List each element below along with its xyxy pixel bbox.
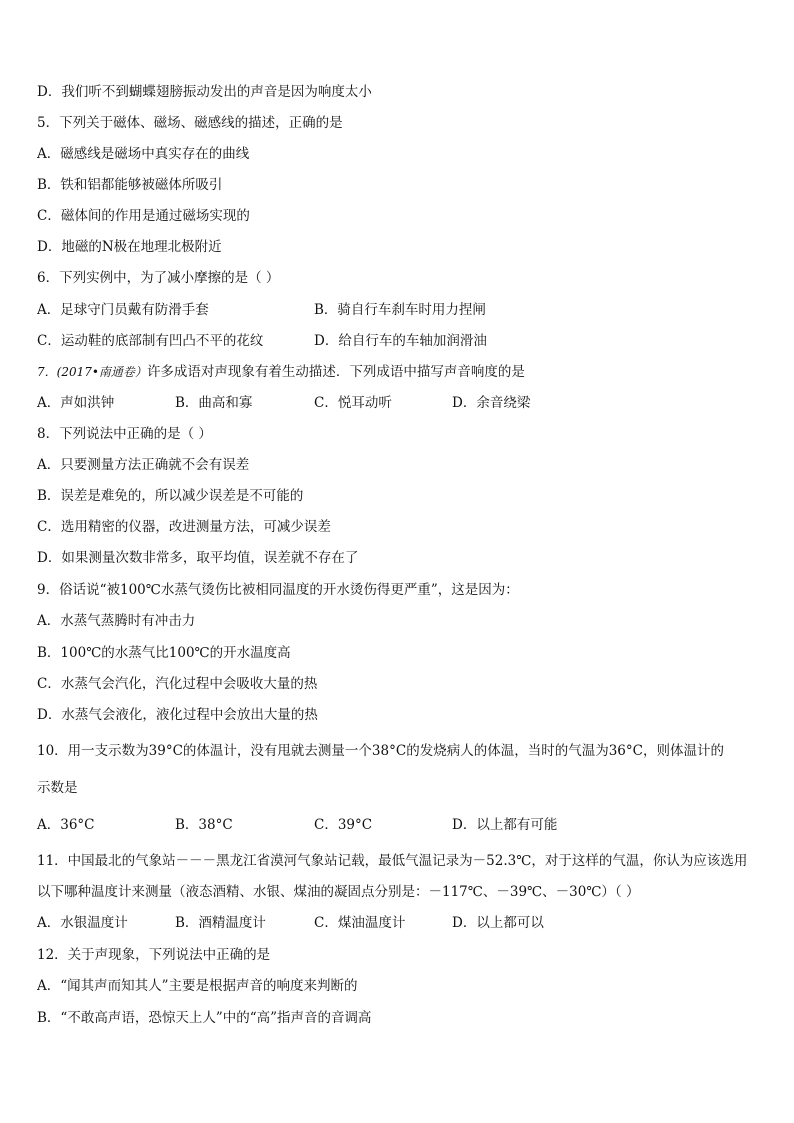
q12-stem: 12．关于声现象，下列说法中正确的是 (37, 947, 271, 963)
q4-option-d: D．我们听不到蝴蝶翅膀振动发出的声音是因为响度太小 (37, 84, 372, 100)
q8-stem: 8．下列说法中正确的是（ ） (37, 426, 212, 442)
q6-stem: 6．下列实例中，为了减小摩擦的是（ ） (37, 270, 280, 286)
q7-option-b: B．曲高和寡 (175, 395, 253, 411)
q9-option-a: A．水蒸气蒸腾时有冲击力 (37, 613, 196, 629)
q10-option-d: D．以上都有可能 (452, 817, 558, 833)
q6-option-d: D．给自行车的车轴加润滑油 (314, 333, 487, 349)
q11-stem-line2: 以下哪种温度计来测量（液态酒精、水银、煤油的凝固点分别是：－117℃、－39℃、－30℃）（ ） (37, 884, 640, 900)
q8-option-b: B．误差是难免的，所以减少误差是不可能的 (37, 488, 304, 504)
q9-option-b: B．100℃的水蒸气比100℃的开水温度高 (37, 645, 291, 661)
q8-option-a: A．只要测量方法正确就不会有误差 (37, 457, 250, 473)
q9-option-c: C．水蒸气会汽化，汽化过程中会吸收大量的热 (37, 676, 318, 692)
q9-option-d: D．水蒸气会液化，液化过程中会放出大量的热 (37, 707, 318, 723)
q11-option-c: C．煤油温度计 (314, 915, 406, 931)
q12-option-a: A．“闻其声而知其人”主要是根据声音的响度来判断的 (37, 978, 358, 994)
q11-option-d: D．以上都可以 (452, 915, 544, 931)
q7-stem-line (37, 363, 525, 381)
q12-option-b: B．“不敢高声语，恐惊天上人”中的“高”指声音的音调高 (37, 1010, 372, 1026)
q5-stem: 5．下列关于磁体、磁场、磁感线的描述，正确的是 (37, 115, 343, 131)
q7-stem: 许多成语对声现象有着生动描述．下列成语中描写声音响度的是 (146, 364, 525, 380)
q5-option-c: C．磁体间的作用是通过磁场实现的 (37, 208, 250, 224)
q10-option-a: A．36°C (37, 817, 95, 833)
q7-source: 7．(2017•南通卷） (37, 365, 147, 379)
q5-option-a: A．磁感线是磁场中真实存在的曲线 (37, 146, 250, 162)
q6-option-c: C．运动鞋的底部制有凹凸不平的花纹 (37, 333, 264, 349)
q10-option-c: C．39°C (314, 817, 373, 833)
q7-option-a: A．声如洪钟 (37, 395, 115, 411)
q11-stem-line1: 11．中国最北的气象站－－－黑龙江省漠河气象站记载，最低气温记录为－52.3℃，对于这样的气温，你认为应该选用 (37, 853, 748, 869)
q7-option-c: C．悦耳动听 (314, 395, 392, 411)
q9-stem: 9．俗话说“被100℃水蒸气烫伤比被相同温度的开水烫伤得更严重”，这是因为： (37, 582, 519, 598)
q8-option-d: D．如果测量次数非常多，取平均值，误差就不存在了 (37, 550, 359, 566)
q5-option-b: B．铁和铝都能够被磁体所吸引 (37, 177, 223, 193)
q7-option-d: D．余音绕梁 (452, 395, 531, 411)
q8-option-c: C．选用精密的仪器，改进测量方法，可减少误差 (37, 519, 331, 535)
q6-option-b: B．骑自行车刹车时用力捏闸 (314, 302, 486, 318)
q11-option-b: B．酒精温度计 (175, 915, 266, 931)
q10-stem-line2: 示数是 (37, 780, 78, 796)
q5-option-d: D．地磁的N极在地理北极附近 (37, 239, 222, 255)
q11-option-a: A．水银温度计 (37, 915, 128, 931)
q10-stem-line1: 10．用一支示数为39°C的体温计，没有甩就去测量一个38°C的发烧病人的体温，当时的气温为36°C，则体温计的 (37, 743, 724, 759)
q10-option-b: B．38°C (175, 817, 233, 833)
q6-option-a: A．足球守门员戴有防滑手套 (37, 302, 209, 318)
